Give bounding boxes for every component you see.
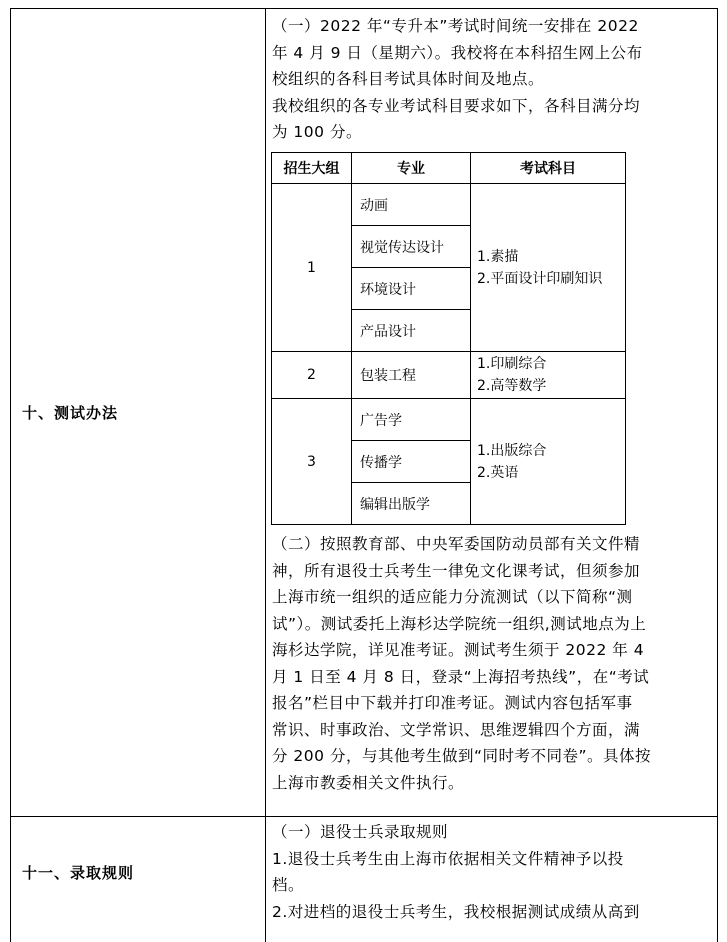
- text-line: 上海市统一组织的适应能力分流测试（以下简称“测: [272, 588, 633, 606]
- text-line: 海杉达学院，详见准考证。测试考生须于 2022 年 4: [272, 641, 645, 659]
- table-right-border: [717, 8, 718, 942]
- text-line: 试”）。测试委托上海杉达学院统一组织,测试地点为上: [272, 614, 647, 633]
- text-line: （一）2022 年“专升本”考试时间统一安排在 2022: [272, 17, 639, 35]
- subject-item: 2.高等数学: [477, 378, 547, 394]
- major-cell: 产品设计: [352, 310, 471, 352]
- text-line: （二）按照教育部、中央军委国防动员部有关文件精: [272, 535, 641, 553]
- table-column-divider: [265, 8, 266, 942]
- text-line: 报名”栏目中下载并打印准考证。测试内容包括军事: [272, 694, 633, 712]
- subjects-cell: [471, 399, 626, 525]
- header-subjects: 考试科目: [471, 153, 626, 184]
- major-cell: 包装工程: [352, 352, 471, 399]
- text-line: 我校组织的各专业考试科目要求如下，各科目满分均: [272, 96, 641, 115]
- header-major: 专业: [352, 153, 471, 184]
- table-header-row: [272, 153, 626, 184]
- admission-rules-text: [272, 819, 712, 925]
- subjects-cell: [471, 184, 626, 352]
- subject-item: 1.素描: [477, 248, 519, 265]
- exam-subjects-table: [271, 152, 626, 525]
- header-group: 招生大组: [272, 153, 352, 184]
- text-line: 月 1 日至 4 月 8 日，登录“上海招考热线”，在“考试: [272, 667, 650, 686]
- text-line: 上海市教委相关文件执行。: [272, 773, 465, 792]
- section-divider: [10, 816, 718, 817]
- text-line: 档。: [272, 876, 305, 894]
- text-line: 常识、时事政治、文学常识、思维逻辑四个方面，满: [272, 720, 641, 739]
- test-method-paragraph-2: [272, 531, 712, 796]
- major-cell: 传播学: [352, 441, 471, 483]
- major-cell: 广告学: [352, 399, 471, 441]
- group-cell: 2: [272, 352, 352, 399]
- text-line: 1.退役士兵考生由上海市依据相关文件精神予以投: [272, 849, 624, 868]
- text-line: 2.对进档的退役士兵考生，我校根据测试成绩从高到: [272, 902, 640, 921]
- subject-item: 2.英语: [477, 464, 519, 481]
- major-cell: 动画: [352, 184, 471, 226]
- major-cell: 环境设计: [352, 268, 471, 310]
- table-row: [272, 352, 626, 399]
- table-left-border: [10, 8, 11, 942]
- subjects-cell: [471, 352, 626, 399]
- group-cell: 3: [272, 399, 352, 525]
- group-cell: 1: [272, 184, 352, 352]
- subject-item: 1.出版综合: [477, 442, 547, 459]
- table-row: [272, 184, 626, 226]
- text-line: 分 200 分，与其他考生做到“同时考不同卷”。具体按: [272, 747, 652, 765]
- major-cell: 编辑出版学: [352, 483, 471, 525]
- table-top-border: [10, 8, 718, 9]
- text-line: 年 4 月 9 日（星期六）。我校将在本科招生网上公布: [272, 43, 643, 62]
- subject-item: 2.平面设计印刷知识: [477, 270, 603, 287]
- table-row: [272, 399, 626, 441]
- text-line: 神，所有退役士兵考生一律免文化课考试，但须参加: [272, 561, 641, 580]
- major-cell: 视觉传达设计: [352, 226, 471, 268]
- subject-item: 1.印刷综合: [477, 356, 547, 372]
- section-label-admission-rules: 十一、录取规则: [22, 864, 135, 882]
- text-line: （一）退役士兵录取规则: [272, 823, 449, 841]
- text-line: 校组织的各科目考试具体时间及地点。: [272, 70, 545, 88]
- section-label-test-method: 十、测试办法: [22, 404, 119, 422]
- test-method-paragraph-1: [272, 13, 712, 146]
- text-line: 为 100 分。: [272, 123, 362, 141]
